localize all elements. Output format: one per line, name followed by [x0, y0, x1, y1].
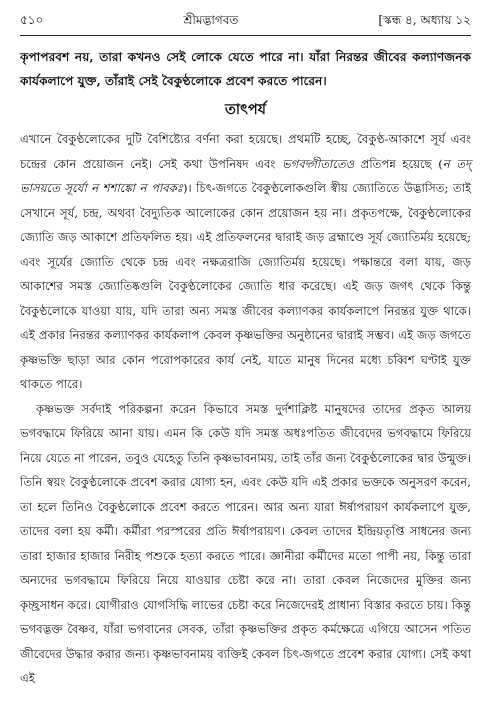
- running-header: [20, 12, 471, 36]
- page-number: ৫১০: [20, 13, 44, 27]
- book-title: শ্রীমদ্ভাগবত: [183, 13, 239, 27]
- scripture-title: ভগবদ্গীতাতেও: [281, 156, 355, 171]
- chapter-reference: [স্কন্ধ ৪, অধ্যায় ১২: [378, 13, 471, 27]
- purport-text: প্রতিপন্ন হয়েছে (: [354, 156, 443, 171]
- verse-translation: কৃপাপরবশ নয়, তারা কখনও সেই লোকে যেতে পারে না। যাঁরা নিরন্তর জীবের কল্যাণজনক কার্যকলাপে যুক্ত, তাঁরাই সেই বৈকুণ্ঠলোকে প্রবেশ করতে পারেন।: [20, 50, 471, 88]
- purport-text: )। চিৎ-জগতে বৈকুণ্ঠলোকগুলি স্বীয় জ্যোতিতে উদ্ভাসিত; তাই সেখানে সূর্য, চন্দ্র, অথবা বৈদ্যুতিক আলোকের কোন প্রয়োজন হয় না। প্রকৃতপক্ষে, বৈকুণ্ঠলোকের জ্যোতি জড় আকাশে প্রতিফলিত হয়। এই প্রতিফলনের দ্বারাই জড় ব্রহ্মাণ্ডে সূর্য জ্যোতির্ময় হয়েছে; এবং সূর্যের জ্যোতি থেকে চন্দ্র এবং নক্ষত্ররাজি জ্যোতির্ময় হয়েছে। পক্ষান্তরে বলা যায়, জড় আকাশের সমস্ত জ্যোতিষ্কগুলি বৈকুণ্ঠলোকের জ্যোতি ধার করেছে। এই জড় জগৎ থেকে কিন্তু বৈকুণ্ঠলোকে যাওয়া যায়, যদি তারা অন্য সমস্ত জীবের কল্যাণকর কার্যকলাপে নিরন্তর যুক্ত থাকে। এই প্রকার নিরন্তর কল্যাণকর কার্যকলাপ কেবল কৃষ্ণভক্তির অনুষ্ঠানের দ্বারাই সম্ভব। এই জড় জগতে কৃষ্ণভক্তি ছাড়া আর কোন পরোপকারের কার্য নেই, যাতে মানুষ দিনের মধ্যে চব্বিশ ঘণ্টাই যুক্ত থাকতে পারে।: [20, 181, 471, 391]
- purport-text: এখানে বৈকুণ্ঠলোকের দুটি বৈশিষ্ট্যের বর্ণনা করা হয়েছে। প্রথমটি হচ্ছে, বৈকুণ্ঠ-আকাশে সূর্য এবং চন্দ্রের কোন প্রয়োজন নেই। সেই কথা উপনিষদ এবং: [20, 132, 471, 171]
- sanskrit-quote: ন তদ্ ভাসয়তে সূর্যো ন শশাঙ্কো ন পাবকঃ: [20, 156, 471, 195]
- purport-heading: তাৎপর্য: [224, 101, 267, 118]
- purport-paragraph-2: কৃষ্ণভক্ত সর্বদাই পরিকল্পনা করেন কিভাবে সমস্ত দুর্দশাক্লিষ্ট মানুষদের তাদের প্রকৃত আলয় ভগবদ্ধামে ফিরিয়ে আনা যায়। এমন কি কেউ যদি সমস্ত অধঃপতিত জীবেদের ভগবদ্ধামে ফিরিয়ে নিয়ে যেতে না পারেন, তবুও যেহেতু তিনি কৃষ্ণভাবনাময়, তাই তাঁর জন্য বৈকুণ্ঠলোকের দ্বার উন্মুক্ত। তিনি স্বয়ং বৈকুণ্ঠলোকে প্রবেশ করার যোগ্য হন, এবং কেউ যদি এই প্রকার ভক্তকে অনুসরণ করেন, তা হলে তিনিও বৈকুণ্ঠলোকে প্রবেশ করতে পারেন। আর অন্য যারা ঈর্ষাপরায়ণ কার্যকলাপে যুক্ত, তাদের বলা হয় কর্মী। কর্মীরা পরস্পরের প্রতি ঈর্ষাপরায়ণ। কেবল তাদের ইন্দ্রিয়তৃপ্তি সাধনের জন্য তারা হাজার হাজার নিরীহ পশুকে হত্যা করতে পারে। জ্ঞানীরা কর্মীদের মতো পাপী নয়, কিন্তু তারা অন্যদের ভগবদ্ধামে ফিরিয়ে নিয়ে যাওয়ার চেষ্টা করে না। তারা কেবল নিজেদের মুক্তির জন্য কৃচ্ছ্রসাধন করে। যোগীরাও যোগসিদ্ধি লাভের চেষ্টা করে নিজেদেরই প্রাধান্য বিস্তার করতে চায়। কিন্তু ভগবদ্ভক্ত বৈষ্ণব, যাঁরা ভগবানের সেবক, তাঁরা কৃষ্ণভক্তির প্রকৃত কর্মক্ষেত্রে এগিয়ে আসেন পতিত জীবেদের উদ্ধার করার জন্য। কৃষ্ণভাবনাময় ব্যক্তিই কেবল চিৎ-জগতে প্রবেশ করার যোগ্য। সেই কথা এই: [20, 401, 471, 685]
- purport-paragraph-1: [20, 127, 471, 397]
